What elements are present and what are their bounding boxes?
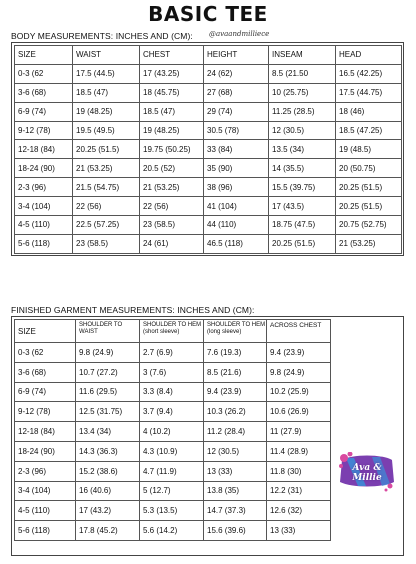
finished-measurements-frame: [11, 316, 404, 556]
page-title: BASIC TEE: [148, 2, 268, 26]
body-header-cell: HEAD: [336, 46, 402, 65]
table-row: [15, 216, 402, 235]
table-cell: 8.5 (21.50: [269, 64, 336, 83]
table-cell: 20.25 (51.5): [73, 140, 140, 159]
table-cell: 16 (40.6): [76, 481, 140, 501]
table-cell: 10.3 (26.2): [204, 402, 267, 422]
table-cell: 5-6 (118): [15, 521, 76, 541]
table-cell: 23 (58.5): [73, 234, 140, 253]
table-cell: 23 (58.5): [140, 216, 204, 235]
table-cell: 5.3 (13.5): [140, 501, 204, 521]
table-cell: 18-24 (90): [15, 441, 76, 461]
table-cell: 5.6 (14.2): [140, 521, 204, 541]
table-row: [15, 441, 331, 461]
table-cell: 22 (56): [140, 197, 204, 216]
table-cell: 17.5 (44.5): [73, 64, 140, 83]
table-cell: 3-4 (104): [15, 481, 76, 501]
table-cell: 17.5 (44.75): [336, 83, 402, 102]
table-cell: 2-3 (96): [15, 461, 76, 481]
finished-header-cell: SHOULDER TO WAIST: [76, 320, 140, 343]
table-cell: 8.5 (21.6): [204, 362, 267, 382]
table-cell: 17 (43.5): [269, 197, 336, 216]
table-cell: 21 (53.25): [73, 159, 140, 178]
table-cell: 20 (50.75): [336, 159, 402, 178]
finished-header-cell: SHOULDER TO HEM (short sleeve): [140, 320, 204, 343]
table-cell: 10.7 (27.2): [76, 362, 140, 382]
logo-text: Ava & Millie: [352, 463, 382, 483]
table-cell: 5 (12.7): [140, 481, 204, 501]
table-row: [15, 64, 402, 83]
table-cell: 12-18 (84): [15, 422, 76, 442]
table-cell: 18.5 (47): [140, 102, 204, 121]
table-cell: 19 (48.5): [336, 140, 402, 159]
table-cell: 15.6 (39.6): [204, 521, 267, 541]
finished-section-label: FINISHED GARMENT MEASUREMENTS: INCHES AND (CM):: [11, 305, 255, 315]
finished-header-cell: SHOULDER TO HEM (long sleeve): [204, 320, 267, 343]
table-cell: 4-5 (110): [15, 501, 76, 521]
table-row: [15, 521, 331, 541]
finished-header-cell: ACROSS CHEST: [267, 320, 331, 343]
table-cell: 9.4 (23.9): [204, 382, 267, 402]
table-row: [15, 343, 331, 363]
table-row: [15, 102, 402, 121]
table-cell: 21 (53.25): [336, 234, 402, 253]
body-header-cell: INSEAM: [269, 46, 336, 65]
table-cell: 20.5 (52): [140, 159, 204, 178]
table-cell: 15.2 (38.6): [76, 461, 140, 481]
body-header-cell: SIZE: [15, 46, 73, 65]
table-cell: 9.8 (24.9): [76, 343, 140, 363]
table-cell: 12.6 (32): [267, 501, 331, 521]
table-cell: 12.2 (31): [267, 481, 331, 501]
table-cell: 9-12 (78): [15, 402, 76, 422]
table-cell: 20.25 (51.5): [269, 234, 336, 253]
body-measurements-frame: [11, 42, 404, 256]
table-row: [15, 461, 331, 481]
table-cell: 9-12 (78): [15, 121, 73, 140]
table-cell: 21 (53.25): [140, 178, 204, 197]
table-cell: 33 (84): [204, 140, 269, 159]
table-cell: 12 (30.5): [269, 121, 336, 140]
table-cell: 6-9 (74): [15, 102, 73, 121]
table-cell: 2-3 (96): [15, 178, 73, 197]
table-cell: 13.4 (34): [76, 422, 140, 442]
table-cell: 17.8 (45.2): [76, 521, 140, 541]
table-cell: 12 (30.5): [204, 441, 267, 461]
table-cell: 2.7 (6.9): [140, 343, 204, 363]
body-measurements-table: [14, 45, 402, 254]
table-cell: 19 (48.25): [73, 102, 140, 121]
table-cell: 9.4 (23.9): [267, 343, 331, 363]
table-cell: 11.2 (28.4): [204, 422, 267, 442]
table-cell: 3-6 (68): [15, 362, 76, 382]
table-cell: 16.5 (42.25): [336, 64, 402, 83]
table-cell: 10 (25.75): [269, 83, 336, 102]
table-cell: 6-9 (74): [15, 382, 76, 402]
table-cell: 4-5 (110): [15, 216, 73, 235]
table-cell: 4.3 (10.9): [140, 441, 204, 461]
table-cell: 18.75 (47.5): [269, 216, 336, 235]
table-cell: 15.5 (39.75): [269, 178, 336, 197]
table-cell: 20.25 (51.5): [336, 197, 402, 216]
table-cell: 22 (56): [73, 197, 140, 216]
social-handle: @avaandmilliece: [209, 30, 270, 38]
table-cell: 21.5 (54.75): [73, 178, 140, 197]
table-cell: 29 (74): [204, 102, 269, 121]
body-header-cell: HEIGHT: [204, 46, 269, 65]
table-row: [15, 501, 331, 521]
table-cell: 3.7 (9.4): [140, 402, 204, 422]
table-cell: 11.25 (28.5): [269, 102, 336, 121]
table-cell: 7.6 (19.3): [204, 343, 267, 363]
table-cell: 11.6 (29.5): [76, 382, 140, 402]
table-cell: 11.4 (28.9): [267, 441, 331, 461]
table-cell: 13 (33): [267, 521, 331, 541]
table-cell: 19.5 (49.5): [73, 121, 140, 140]
table-row: [15, 402, 331, 422]
table-cell: 14.3 (36.3): [76, 441, 140, 461]
table-cell: 19 (48.25): [140, 121, 204, 140]
table-cell: 3-6 (68): [15, 83, 73, 102]
table-cell: 38 (96): [204, 178, 269, 197]
table-cell: 5-6 (118): [15, 234, 73, 253]
table-cell: 17 (43.2): [76, 501, 140, 521]
table-row: [15, 197, 402, 216]
table-cell: 18 (45.75): [140, 83, 204, 102]
table-cell: 4 (10.2): [140, 422, 204, 442]
table-cell: 11 (27.9): [267, 422, 331, 442]
table-cell: 0-3 (62: [15, 343, 76, 363]
table-cell: 17 (43.25): [140, 64, 204, 83]
table-cell: 3.3 (8.4): [140, 382, 204, 402]
table-cell: 27 (68): [204, 83, 269, 102]
table-cell: 13.8 (35): [204, 481, 267, 501]
body-header-row: [15, 46, 402, 65]
table-cell: 11.8 (30): [267, 461, 331, 481]
table-cell: 24 (61): [140, 234, 204, 253]
table-cell: 18.5 (47): [73, 83, 140, 102]
table-row: [15, 140, 402, 159]
table-cell: 19.75 (50.25): [140, 140, 204, 159]
table-cell: 13 (33): [204, 461, 267, 481]
table-cell: 10.2 (25.9): [267, 382, 331, 402]
table-cell: 41 (104): [204, 197, 269, 216]
table-cell: 20.75 (52.75): [336, 216, 402, 235]
body-header-cell: CHEST: [140, 46, 204, 65]
table-cell: 10.6 (26.9): [267, 402, 331, 422]
table-cell: 22.5 (57.25): [73, 216, 140, 235]
table-cell: 46.5 (118): [204, 234, 269, 253]
table-cell: 20.25 (51.5): [336, 178, 402, 197]
table-row: [15, 382, 331, 402]
table-cell: 14 (35.5): [269, 159, 336, 178]
table-row: [15, 159, 402, 178]
table-cell: 24 (62): [204, 64, 269, 83]
table-cell: 9.8 (24.9): [267, 362, 331, 382]
table-row: [15, 481, 331, 501]
table-cell: 12-18 (84): [15, 140, 73, 159]
table-cell: 4.7 (11.9): [140, 461, 204, 481]
table-cell: 18-24 (90): [15, 159, 73, 178]
table-row: [15, 234, 402, 253]
table-row: [15, 178, 402, 197]
table-cell: 0-3 (62: [15, 64, 73, 83]
table-cell: 14.7 (37.3): [204, 501, 267, 521]
body-section-label: BODY MEASUREMENTS: INCHES AND (CM):: [11, 31, 193, 41]
table-row: [15, 422, 331, 442]
table-cell: 18 (46): [336, 102, 402, 121]
table-cell: 12.5 (31.75): [76, 402, 140, 422]
table-cell: 35 (90): [204, 159, 269, 178]
brand-logo: [338, 452, 396, 492]
table-row: [15, 83, 402, 102]
table-cell: 3-4 (104): [15, 197, 73, 216]
table-cell: 44 (110): [204, 216, 269, 235]
finished-measurements-table: [14, 319, 331, 541]
table-cell: 18.5 (47.25): [336, 121, 402, 140]
table-cell: 13.5 (34): [269, 140, 336, 159]
table-row: [15, 362, 331, 382]
table-cell: 30.5 (78): [204, 121, 269, 140]
table-row: [15, 121, 402, 140]
table-cell: 3 (7.6): [140, 362, 204, 382]
finished-header-row: [15, 320, 331, 343]
body-header-cell: WAIST: [73, 46, 140, 65]
finished-header-cell: SIZE: [15, 320, 76, 343]
